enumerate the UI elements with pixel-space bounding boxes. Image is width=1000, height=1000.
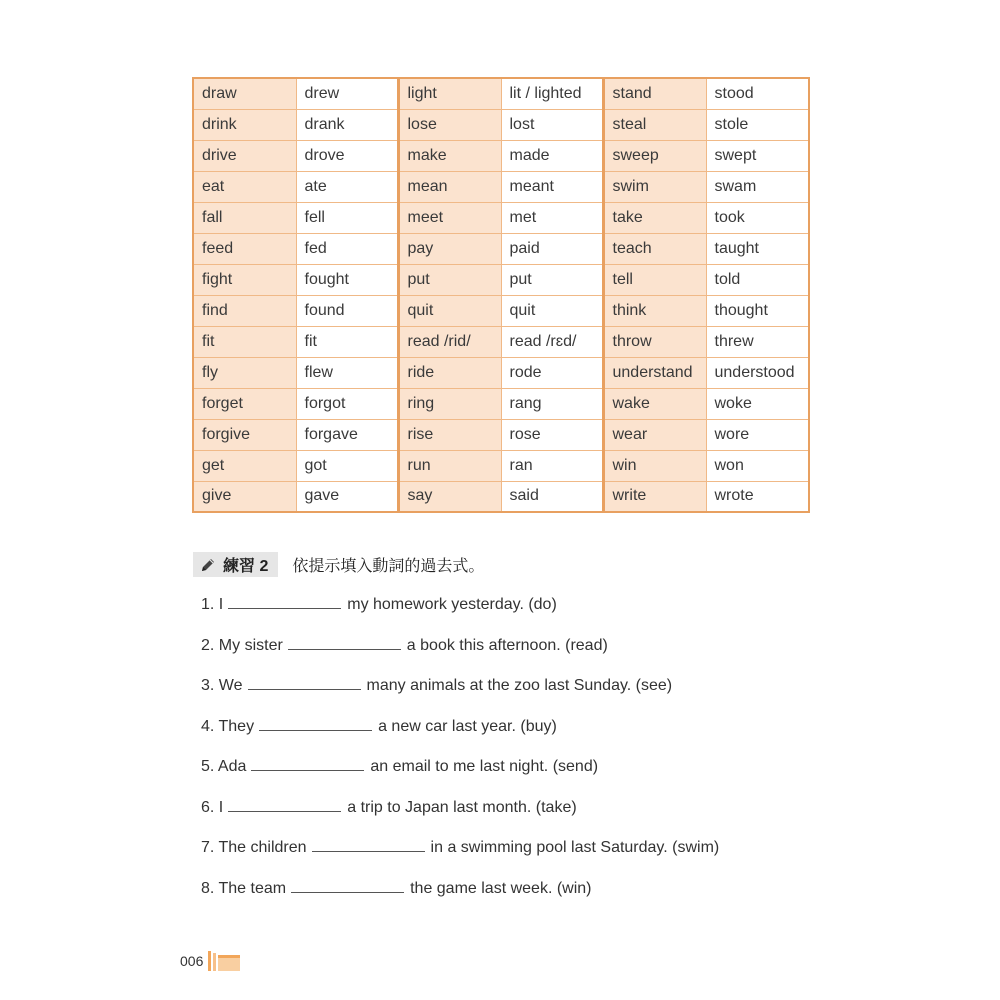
question-prefix: 1. I <box>201 596 224 613</box>
table-row <box>193 419 809 450</box>
answer-blank[interactable] <box>248 675 361 690</box>
past-form-cell: forgot <box>296 388 398 419</box>
base-form-cell: steal <box>603 109 706 140</box>
exercise-badge-label: 練習 2 <box>223 558 269 575</box>
past-form-cell: met <box>501 202 603 233</box>
past-form-cell: read /rɛd/ <box>501 326 603 357</box>
table-row <box>193 326 809 357</box>
past-form-cell: drew <box>296 78 398 109</box>
past-form-cell: threw <box>706 326 809 357</box>
base-form-cell: think <box>603 295 706 326</box>
base-form-cell: ring <box>398 388 501 419</box>
past-form-cell: stole <box>706 109 809 140</box>
book-icon <box>207 949 245 973</box>
table-row <box>193 481 809 512</box>
past-form-cell: rose <box>501 419 603 450</box>
past-form-cell: paid <box>501 233 603 264</box>
question-prefix: 4. They <box>201 717 255 735</box>
past-form-cell: meant <box>501 171 603 202</box>
base-form-cell: make <box>398 140 501 171</box>
table-row <box>193 295 809 326</box>
base-form-cell: win <box>603 450 706 481</box>
base-form-cell: light <box>398 78 501 109</box>
exercise-badge <box>193 552 278 577</box>
past-form-cell: ran <box>501 450 603 481</box>
past-form-cell: lit / lighted <box>501 78 603 109</box>
base-form-cell: fit <box>193 326 296 357</box>
past-form-cell: wrote <box>706 481 809 512</box>
base-form-cell: mean <box>398 171 501 202</box>
question-prefix: 5. Ada <box>201 758 247 775</box>
base-form-cell: wear <box>603 419 706 450</box>
base-form-cell: forget <box>193 388 296 419</box>
past-form-cell: gave <box>296 481 398 512</box>
answer-blank[interactable] <box>312 837 425 852</box>
question-prefix: 2. My sister <box>201 636 283 654</box>
page-footer <box>180 949 245 973</box>
past-form-cell: put <box>501 264 603 295</box>
past-form-cell: wore <box>706 419 809 450</box>
past-form-cell: rang <box>501 388 603 419</box>
past-form-cell: took <box>706 202 809 233</box>
base-form-cell: forgive <box>193 419 296 450</box>
table-row <box>193 140 809 171</box>
question-suffix: an email to me last night. (send) <box>370 758 599 775</box>
base-form-cell: wake <box>603 388 706 419</box>
base-form-cell: give <box>193 481 296 512</box>
base-form-cell: swim <box>603 171 706 202</box>
question-item <box>201 594 719 635</box>
question-item <box>201 878 719 919</box>
table-row <box>193 264 809 295</box>
question-item <box>201 716 719 757</box>
question-item <box>201 635 719 676</box>
past-form-cell: stood <box>706 78 809 109</box>
past-form-cell: fell <box>296 202 398 233</box>
question-prefix: 7. The children <box>201 839 307 856</box>
question-item <box>201 756 719 797</box>
table-row <box>193 450 809 481</box>
question-item <box>201 675 719 716</box>
base-form-cell: stand <box>603 78 706 109</box>
base-form-cell: eat <box>193 171 296 202</box>
question-suffix: the game last week. (win) <box>410 879 592 897</box>
question-prefix: 8. The team <box>201 879 287 897</box>
answer-blank[interactable] <box>228 594 341 609</box>
past-form-cell: got <box>296 450 398 481</box>
base-form-cell: draw <box>193 78 296 109</box>
past-form-cell: drank <box>296 109 398 140</box>
past-form-cell: swam <box>706 171 809 202</box>
base-form-cell: lose <box>398 109 501 140</box>
past-form-cell: told <box>706 264 809 295</box>
table-row <box>193 388 809 419</box>
answer-blank[interactable] <box>228 797 341 812</box>
base-form-cell: fight <box>193 264 296 295</box>
past-form-cell: drove <box>296 140 398 171</box>
answer-blank[interactable] <box>288 635 401 650</box>
table-row <box>193 202 809 233</box>
base-form-cell: sweep <box>603 140 706 171</box>
question-suffix: in a swimming pool last Saturday. (swim) <box>430 839 720 856</box>
base-form-cell: tell <box>603 264 706 295</box>
question-suffix: a book this afternoon. (read) <box>406 636 608 654</box>
table-row <box>193 171 809 202</box>
past-form-cell: swept <box>706 140 809 171</box>
pencil-icon <box>199 556 217 574</box>
base-form-cell: fall <box>193 202 296 233</box>
base-form-cell: read /rid/ <box>398 326 501 357</box>
base-form-cell: teach <box>603 233 706 264</box>
base-form-cell: understand <box>603 357 706 388</box>
table-row <box>193 233 809 264</box>
question-suffix: my homework yesterday. (do) <box>347 596 557 613</box>
table-row <box>193 109 809 140</box>
base-form-cell: put <box>398 264 501 295</box>
question-suffix: a trip to Japan last month. (take) <box>347 798 577 816</box>
past-form-cell: flew <box>296 357 398 388</box>
table-row <box>193 78 809 109</box>
past-form-cell: rode <box>501 357 603 388</box>
base-form-cell: find <box>193 295 296 326</box>
past-form-cell: ate <box>296 171 398 202</box>
base-form-cell: write <box>603 481 706 512</box>
base-form-cell: feed <box>193 233 296 264</box>
past-form-cell: won <box>706 450 809 481</box>
past-form-cell: lost <box>501 109 603 140</box>
past-form-cell: made <box>501 140 603 171</box>
base-form-cell: pay <box>398 233 501 264</box>
past-form-cell: fit <box>296 326 398 357</box>
base-form-cell: meet <box>398 202 501 233</box>
past-form-cell: taught <box>706 233 809 264</box>
past-form-cell: found <box>296 295 398 326</box>
answer-blank[interactable] <box>251 756 364 771</box>
past-form-cell: quit <box>501 295 603 326</box>
question-suffix: a new car last year. (buy) <box>378 717 557 735</box>
past-form-cell: understood <box>706 357 809 388</box>
past-form-cell: fought <box>296 264 398 295</box>
base-form-cell: throw <box>603 326 706 357</box>
answer-blank[interactable] <box>291 878 404 893</box>
past-form-cell: forgave <box>296 419 398 450</box>
exercise-header <box>193 552 484 577</box>
irregular-verb-table <box>192 77 810 513</box>
question-item <box>201 837 719 878</box>
question-prefix: 6. I <box>201 798 224 816</box>
past-form-cell: thought <box>706 295 809 326</box>
past-form-cell: said <box>501 481 603 512</box>
base-form-cell: drink <box>193 109 296 140</box>
base-form-cell: ride <box>398 357 501 388</box>
base-form-cell: quit <box>398 295 501 326</box>
question-item <box>201 797 719 838</box>
page-number: 006 <box>180 953 204 969</box>
answer-blank[interactable] <box>259 716 372 731</box>
base-form-cell: get <box>193 450 296 481</box>
base-form-cell: run <box>398 450 501 481</box>
question-suffix: many animals at the zoo last Sunday. (see) <box>366 677 673 694</box>
question-list <box>201 594 719 918</box>
exercise-instruction: 依提示填入動詞的過去式。 <box>292 558 485 575</box>
base-form-cell: drive <box>193 140 296 171</box>
base-form-cell: say <box>398 481 501 512</box>
base-form-cell: rise <box>398 419 501 450</box>
base-form-cell: fly <box>193 357 296 388</box>
base-form-cell: take <box>603 202 706 233</box>
past-form-cell: fed <box>296 233 398 264</box>
question-prefix: 3. We <box>201 677 243 694</box>
past-form-cell: woke <box>706 388 809 419</box>
table-row <box>193 357 809 388</box>
